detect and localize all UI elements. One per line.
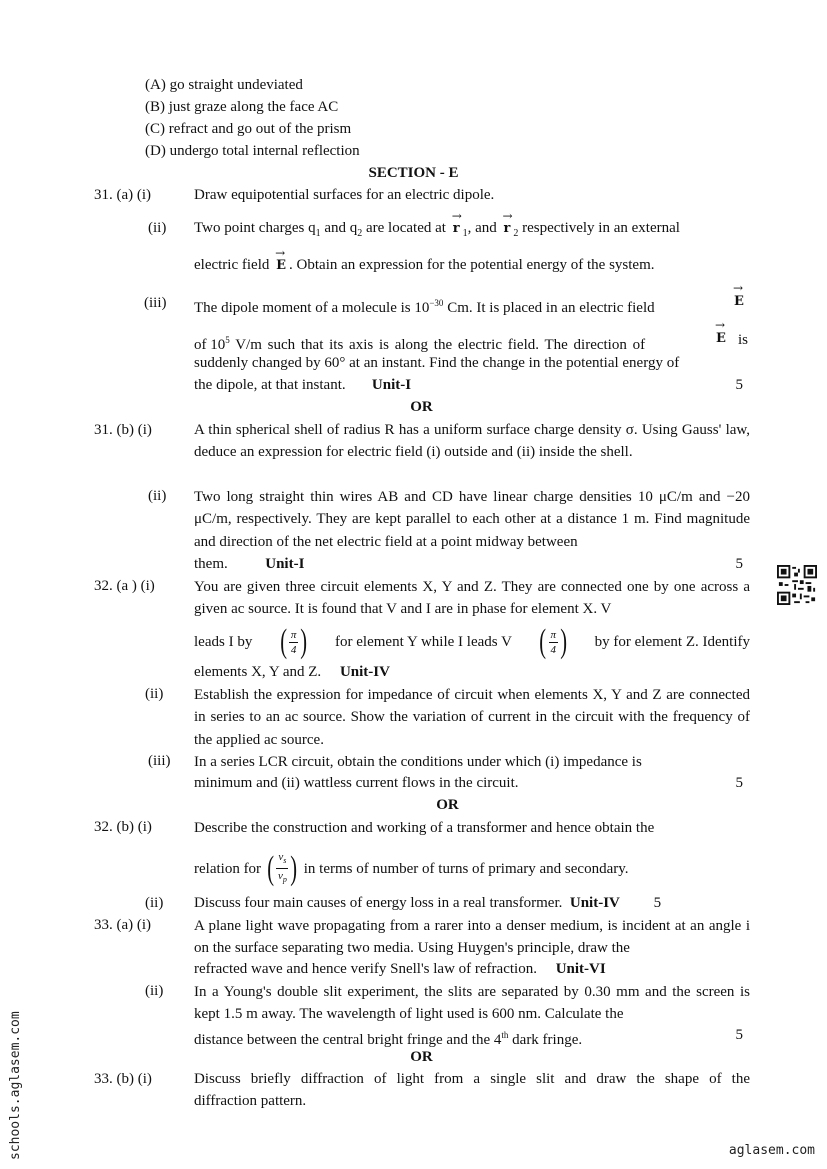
q31a-iii-c: of 10 <box>194 337 226 353</box>
frac1-num: π <box>290 628 297 641</box>
q31a-iii-line3: suddenly changed by 60° at an instant. Find the change in the potential energy of <box>194 355 680 371</box>
q31a-iii-exp2: 5 <box>225 335 230 345</box>
q31a-iii-a: The dipole moment of a molecule is 10 <box>194 300 430 316</box>
q32a-i-text: You are given three circuit elements X, Y and Z. They are connected one by one across a given ac source. It is found that V and I are in phase for element X. V <box>194 579 750 618</box>
section-title: SECTION - E <box>368 165 459 181</box>
q32a-iii-label: (iii) <box>148 753 171 769</box>
q33a-ii-last-a: distance between the central bright fringe and the 4 <box>194 1032 502 1048</box>
pi-over-4-fraction-1: ( $\frac{\pi}{4}$ ) <box>279 623 308 660</box>
vp-denominator: $v_p$ <box>277 870 287 885</box>
qr-code-image <box>777 565 817 605</box>
q33a-ii-last-b: dark fringe. <box>508 1032 583 1048</box>
q33a-ii-label: (ii) <box>145 983 164 999</box>
q31b-label: 31. (b) (i) <box>94 422 152 438</box>
q31b-i-text: A thin spherical shell of radius R has a uniform surface charge density σ. Using Gauss' law, deduce an expression for electric field (i) outside and (ii) inside the shell. <box>194 422 750 461</box>
q33a-ii-sup: th <box>501 1030 509 1040</box>
q31a-ii-e: respectively in an external <box>518 220 680 236</box>
q31a-ii-line1: Two point charges $q_1$ and $q_2$ are located at → r $_1$, and → r $_2$ respectively in an external <box>194 218 680 244</box>
q32a-iii-text: In a series LCR circuit, obtain the conditions under which (i) impedance is <box>194 754 642 770</box>
q32b-ii-text: Discuss four main causes of energy loss in a real transformer. <box>194 895 563 911</box>
q32b-i-b: relation for <box>194 860 262 877</box>
q31b-ii-text: Two long straight thin wires AB and CD have linear charge densities 10 μC/m and −20 μC/m, respectively. They are kept parallel to each other at a distance 1 m. Find magnitude and direction of the net electric field at a point midway between <box>194 489 750 550</box>
q31b-ii-label: (ii) <box>148 488 167 504</box>
q32b-marks: 5 <box>653 895 662 911</box>
q31b-marks: 5 <box>735 556 743 572</box>
q32b-i-fraction-line <box>194 850 629 887</box>
or-3: OR <box>410 1049 433 1065</box>
q31a-iii-line4 <box>194 375 411 395</box>
option-c: (C) refract and go out of the prism <box>145 121 352 137</box>
q32a-i-fraction-line <box>194 625 750 659</box>
q31a-label: 31. (a) (i) <box>94 187 152 203</box>
q32b-i-text: Describe the construction and working of a transformer and hence obtain the <box>194 820 655 836</box>
q32a-i-b: leads I by <box>194 634 253 650</box>
or-2: OR <box>436 797 459 813</box>
option-d: (D) undergo total internal reflection <box>145 143 360 159</box>
q31a-unit: Unit-I <box>371 377 412 393</box>
q33b-i-last: diffraction pattern. <box>194 1093 307 1109</box>
q33a-marks: 5 <box>735 1027 743 1043</box>
q31a-iii-line2 <box>194 330 712 355</box>
q33b-label: 33. (b) (i) <box>94 1071 152 1087</box>
q31b-unit: Unit-I <box>265 556 305 572</box>
q31a-iii-e: is <box>738 332 749 348</box>
q31a-marks: 5 <box>735 377 743 393</box>
r2-vector: → r <box>500 219 513 239</box>
q32a-i-e: elements X, Y and Z. <box>194 664 322 680</box>
q31a-ii-a: Two point charges q <box>194 220 316 236</box>
q31a-iii-line1 <box>194 293 655 318</box>
q33a-unit: Unit-VI <box>555 961 606 977</box>
q33b-i-text: Discuss briefly diffraction of light from a single slit and draw the shape of the <box>194 1071 750 1087</box>
q31a-ii-f: electric field <box>194 257 274 273</box>
q31a-i-text: Draw equipotential surfaces for an electric dipole. <box>194 187 495 203</box>
q31a-ii-b: and q <box>320 220 358 236</box>
q32b-ii-label: (ii) <box>145 895 164 911</box>
q33a-i-last-text: refracted wave and hence verify Snell's law of refraction. <box>194 961 537 977</box>
q32a-ii-label: (ii) <box>145 686 164 702</box>
footer-watermark: aglasem.com <box>728 1143 815 1158</box>
q33a-i-last <box>194 959 606 979</box>
option-a: (A) go straight undeviated <box>145 77 303 93</box>
q32b-label: 32. (b) (i) <box>94 819 152 835</box>
vs-numerator: $v_s$ <box>276 850 288 869</box>
q32a-marks: 5 <box>735 775 743 791</box>
q32b-ii-line <box>194 893 661 913</box>
q32a-unit: Unit-IV <box>339 664 390 680</box>
q31b-ii-last-text: them. <box>194 556 228 572</box>
pi-over-4-fraction-2: ( $\frac{\pi}{4}$ ) <box>539 623 568 660</box>
q31a-iii-b: Cm. It is placed in an electric field <box>443 300 655 316</box>
option-b: (B) just graze along the face AC <box>145 99 339 115</box>
frac2-num: π <box>550 628 557 641</box>
side-watermark: schools.aglasem.com <box>8 1011 23 1160</box>
vs-over-vp-fraction: ( $\frac{v_s}{v_p}$ ) <box>267 849 298 887</box>
e-vector-2: → E <box>731 294 747 309</box>
q32a-iii-last: minimum and (ii) wattless current flows in the circuit. <box>194 775 519 791</box>
q32a-i-c: for element Y while I leads V <box>335 634 512 650</box>
r1-vector: → r <box>450 219 463 239</box>
q31a-ii-c: are located at <box>362 220 450 236</box>
q33a-ii-text: In a Young's double slit experiment, the slits are separated by 0.30 mm and the screen is kept 1.5 m away. The wavelength of light used is 600 nm. Calculate the <box>194 984 750 1023</box>
q31a-iii-exp: −30 <box>429 298 444 308</box>
e-vector-3: → E <box>713 331 729 346</box>
e-vector: → E <box>273 256 289 276</box>
q31a-ii-label: (ii) <box>148 220 167 236</box>
q32a-i-last <box>194 662 390 682</box>
q33a-label: 33. (a) (i) <box>94 917 152 933</box>
or-1: OR <box>410 399 433 415</box>
frac2-den: 4 <box>550 643 557 656</box>
q31a-ii-line2 <box>194 255 655 276</box>
q31a-ii-g: . Obtain an expression for the potential energy of the system. <box>289 257 655 273</box>
frac1-den: 4 <box>290 643 297 656</box>
q31a-iii-label: (iii) <box>144 295 167 311</box>
q31a-iii-d: V/m such that its axis is along the electric field. The direction of <box>229 337 646 353</box>
q33a-i-text: A plane light wave propagating from a rarer into a denser medium, is incident at an angle i on the surface separating two media. Using Huygen's principle, draw the <box>194 918 750 957</box>
q32a-ii-text: Establish the expression for impedance of circuit when elements X, Y and Z are connected in series to an ac source. Show the variation of current in the circuit with the frequency of the applied ac source. <box>194 687 750 748</box>
q32a-label: 32. (a ) (i) <box>94 578 155 594</box>
q31b-ii-last <box>194 554 304 574</box>
q32b-unit: Unit-IV <box>569 895 620 911</box>
q32b-i-c: in terms of number of turns of primary and secondary. <box>303 860 629 877</box>
q32a-i-d: by for element Z. Identify <box>594 634 750 650</box>
q31a-ii-d: , and <box>467 220 501 236</box>
q31a-iii-g: the dipole, at that instant. <box>194 377 346 393</box>
